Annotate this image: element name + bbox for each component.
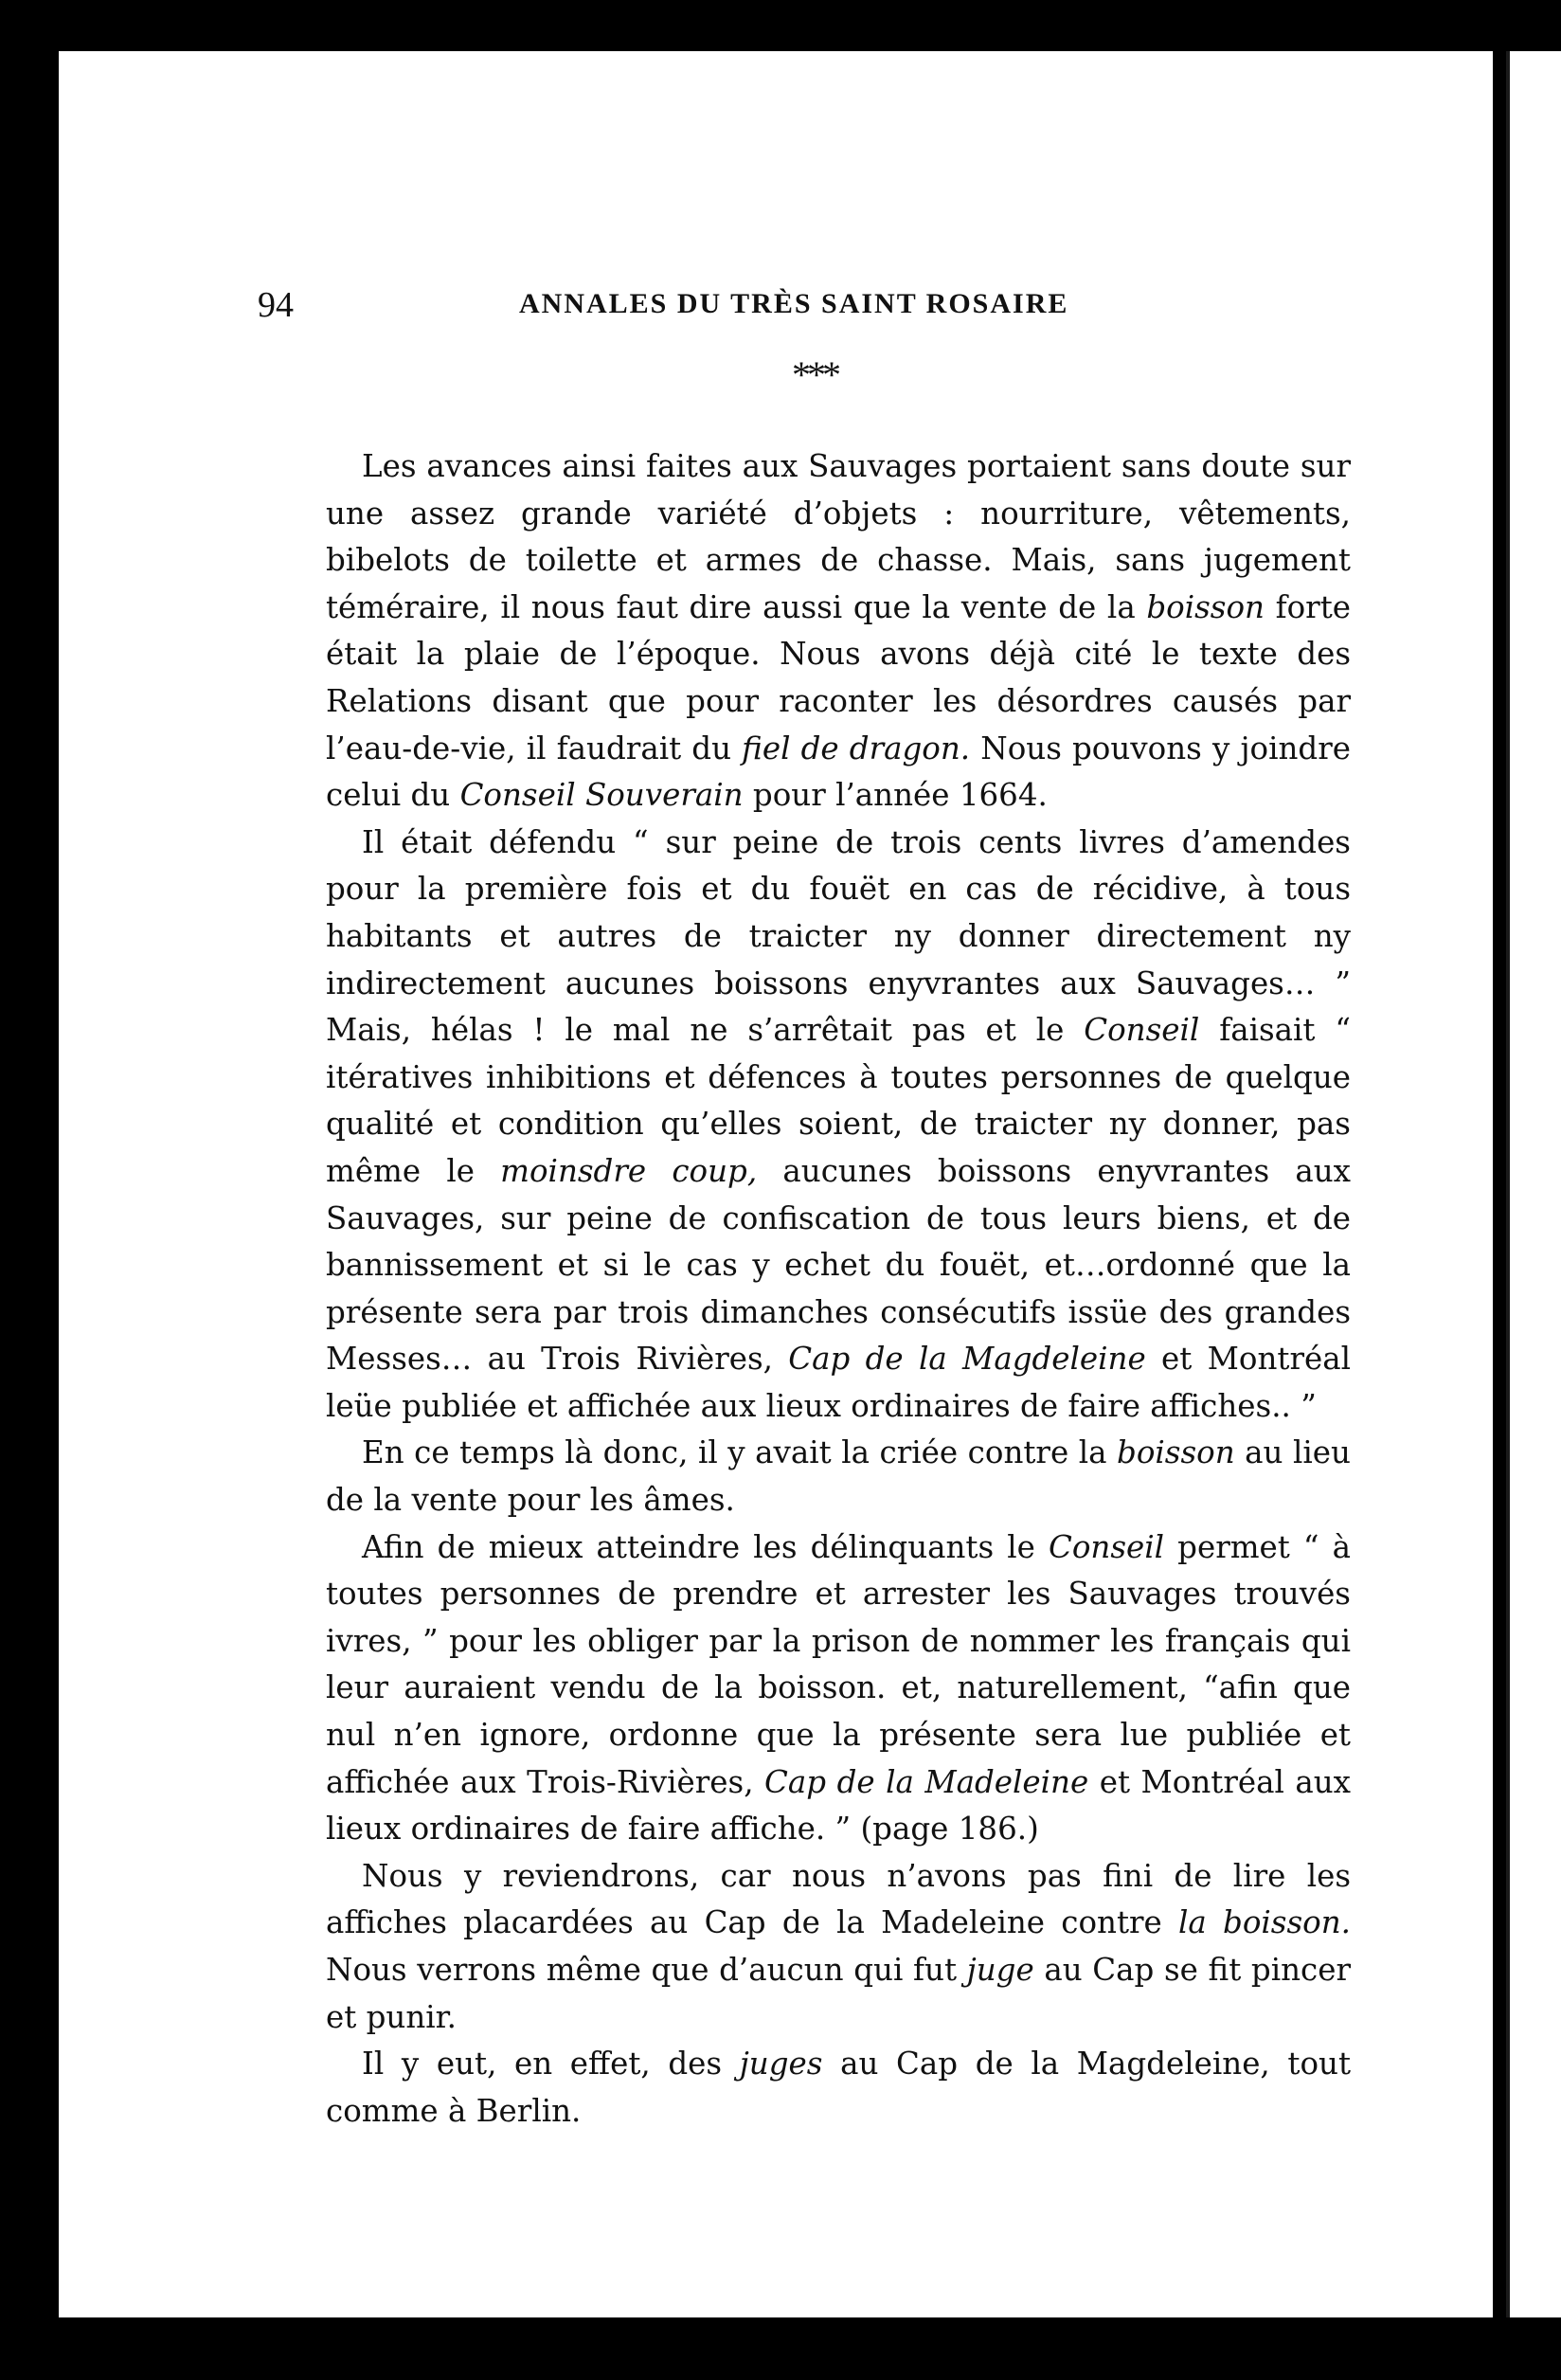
text-run: Les avances ainsi faites aux Sauvages portaient sans doute sur une assez grande variété d’objets : nourriture, vêtements, bibelots de toilette et armes de chasse. Mais, sans jugement téméraire, il nous faut dire aussi que la vente de la bbox=[326, 448, 1351, 625]
text-run: En ce temps là donc, il y avait la criée contre la bbox=[362, 1434, 1118, 1471]
section-separator: *** bbox=[792, 353, 837, 396]
italic-text: fiel de dragon. bbox=[742, 730, 971, 766]
text-run: permet “ à toutes personnes de prendre et arrester les Sauvages trouvés ivres, ” pour les obliger par la prison de nommer les français qui leur auraient vendu de la boisson. et, naturellement, “afin que nul n’en ignore, ordonne que la présente sera lue publiée et affichée aux Trois-Rivières, bbox=[326, 1528, 1352, 1800]
italic-text: Conseil bbox=[1048, 1528, 1165, 1565]
page-number: 94 bbox=[258, 285, 294, 325]
text-run: faisait “ itératives inhibitions et défences à toutes personnes de quelque qualité et condition qu’elles soient, de traicter ny donner, pas même le bbox=[326, 1012, 1351, 1189]
paragraph bbox=[326, 443, 1351, 820]
text-run: Afin de mieux atteindre les délinquants le bbox=[362, 1528, 1049, 1565]
italic-text: moinsdre coup, bbox=[500, 1152, 758, 1189]
italic-text: Cap de la Magdeleine bbox=[788, 1341, 1146, 1378]
paragraph bbox=[326, 1524, 1351, 1853]
text-run: Nous y reviendrons, car nous n’avons pas fini de lire les affiches placardées au Cap de la Madeleine contre bbox=[326, 1857, 1351, 1941]
text-run: au lieu de la vente pour les âmes. bbox=[326, 1434, 1351, 1519]
text-run: au Cap se fit pincer et punir. bbox=[326, 1952, 1351, 2035]
text-run: et Montréal aux lieux ordinaires de faire affiche. ” (page 186.) bbox=[326, 1763, 1351, 1848]
text-run: forte était la plaie de l’époque. Nous avons déjà cité le texte des Relations disant que pour raconter les désordres causés par l’eau-de-vie, il faudrait du bbox=[326, 588, 1352, 766]
paragraph bbox=[326, 1853, 1351, 2041]
paragraph bbox=[326, 1430, 1351, 1524]
text-run: et Montréal leüe publiée et affichée aux lieux ordinaires de faire affiches.. ” bbox=[326, 1341, 1351, 1424]
italic-text: la boisson. bbox=[1178, 1904, 1351, 1941]
body-text bbox=[326, 443, 1351, 2135]
running-title: ANNALES DU TRÈS SAINT ROSAIRE bbox=[519, 288, 1069, 319]
italic-text: Conseil Souverain bbox=[459, 777, 744, 814]
italic-text: boisson bbox=[1117, 1434, 1235, 1471]
italic-text: Conseil bbox=[1084, 1012, 1200, 1049]
italic-text: Cap de la Madeleine bbox=[764, 1763, 1089, 1800]
italic-text: juge bbox=[966, 1952, 1034, 1988]
text-run: Il y eut, en effet, des bbox=[362, 2046, 740, 2082]
text-run: Nous pouvons y joindre celui du bbox=[326, 730, 1352, 814]
italic-text: juges bbox=[739, 2046, 823, 2082]
paragraph bbox=[326, 820, 1351, 1431]
text-run: pour l’année 1664. bbox=[743, 777, 1048, 814]
paragraph bbox=[326, 2041, 1351, 2135]
text-run: aucunes boissons enyvrantes aux Sauvages, sur peine de confiscation de tous leurs biens, et de bannissement et si le cas y echet du fouët, et…ordonné que la présente sera par trois dimanches consécutifs issüe des grandes Messes… au Trois Rivières, bbox=[326, 1152, 1351, 1378]
text-run: Nous verrons même que d’aucun qui fut bbox=[326, 1952, 967, 1988]
italic-text: boisson bbox=[1146, 588, 1265, 625]
text-run: Il était défendu “ sur peine de trois cents livres d’amendes pour la première fois et du fouët en cas de récidive, à tous habitants et autres de traicter ny donner directement ny indirectement aucunes boissons enyvrantes aux Sauvages… ” Mais, hélas ! le mal ne s’arrêtait pas et le bbox=[326, 823, 1351, 1049]
text-run: au Cap de la Magdeleine, tout comme à Berlin. bbox=[326, 2046, 1352, 2129]
adjacent-page-edge bbox=[1506, 51, 1561, 2317]
